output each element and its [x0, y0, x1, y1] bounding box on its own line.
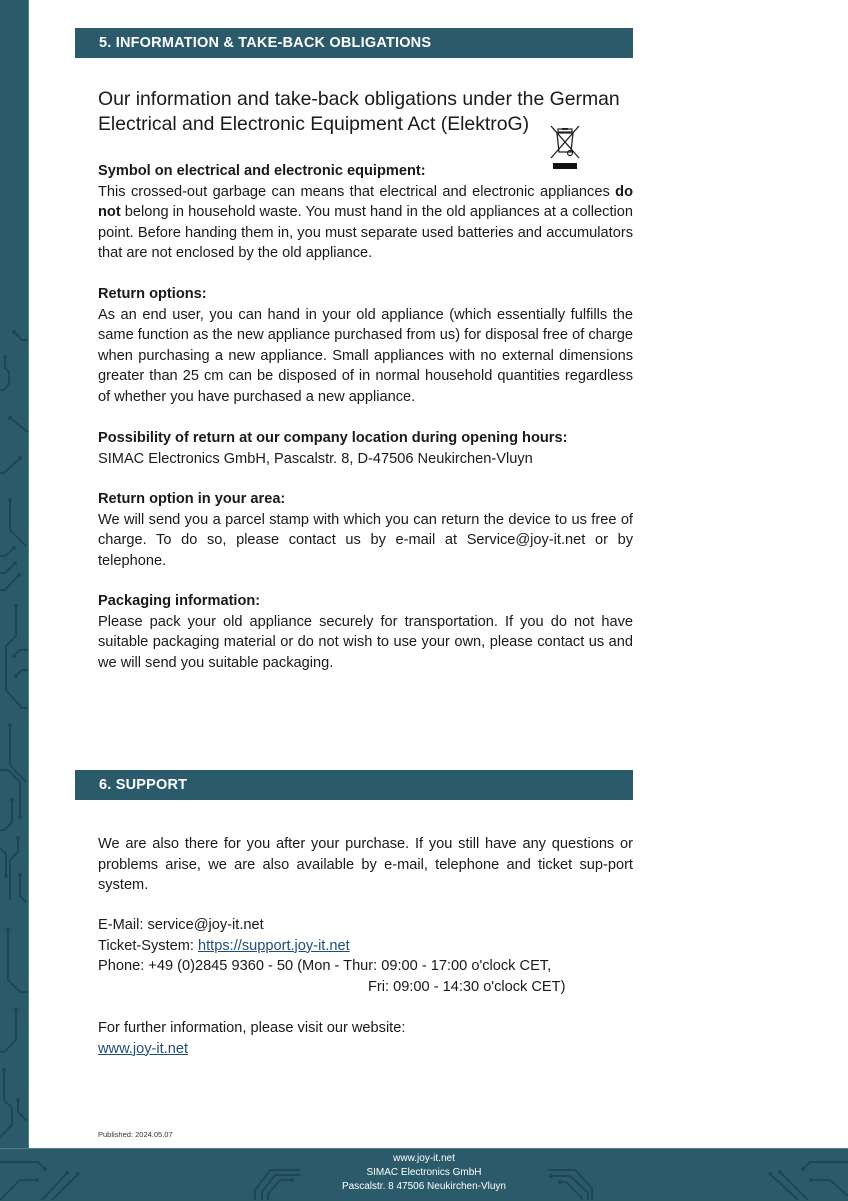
email-row — [98, 915, 633, 936]
block-text: We will send you a parcel stamp with which you can return the device to us free of charge. To do so, please contact us by e-mail at Service@joy-it.net or by telephone. — [98, 511, 633, 569]
footer-company: SIMAC Electronics GmbH — [366, 1167, 482, 1178]
ticket-label: Ticket-System: — [98, 937, 199, 954]
block-label: Possibility of return at our company location during opening hours: — [98, 430, 568, 446]
block-label: Symbol on electrical and electronic equipment: — [98, 163, 426, 179]
email-label: E-Mail: — [98, 917, 148, 933]
further-info-text: For further information, please visit our website: — [98, 1020, 406, 1036]
block-text — [98, 182, 633, 264]
block-return-options — [98, 284, 633, 408]
support-intro-text: We are also there for you after your purchase. If you still have any questions or problems arise, we are also available by e-mail, telephone and ticket sup-port system. — [98, 836, 633, 894]
email-value[interactable]: service@joy-it.net — [147, 917, 264, 933]
section-5-header: 5. INFORMATION & TAKE-BACK OBLIGATIONS — [75, 28, 633, 58]
further-info — [98, 1018, 633, 1059]
phone-hours-row: Fri: 09:00 - 14:30 o'clock CET) — [368, 978, 566, 995]
block-company-location — [98, 428, 633, 469]
footer-website: www.joy-it.net — [393, 1153, 455, 1164]
block-return-in-area — [98, 489, 633, 571]
text-segment: This crossed-out garbage can means that electrical and electronic appliances — [98, 183, 616, 200]
footer-address — [0, 1152, 848, 1194]
emphasis-text: do not — [98, 183, 633, 221]
support-contacts — [98, 915, 633, 997]
block-symbol-info — [98, 161, 633, 264]
text-segment: belong in household waste. You must hand in the old appliances at a collection point. Before handing them in, you must separate used batteries and accumulators that are not enclosed by the old appliance. — [98, 204, 633, 262]
section-6-header: 6. SUPPORT — [75, 770, 633, 800]
ticket-row — [98, 936, 633, 957]
block-label: Return options: — [98, 286, 207, 302]
published-date: Published: 2024.05.07 — [98, 1130, 173, 1139]
block-label: Packaging information: — [98, 593, 261, 609]
phone-row: Phone: +49 (0)2845 9360 - 50 (Mon - Thur: 09:00 - 17:00 o'clock CET, — [98, 958, 552, 975]
block-label: Return option in your area: — [98, 491, 286, 507]
website-link[interactable]: www.joy-it.net — [98, 1040, 189, 1057]
block-packaging-info — [98, 591, 633, 673]
footer-street: Pascalstr. 8 47506 Neukirchen-Vluyn — [342, 1181, 506, 1192]
left-decorative-sidebar — [0, 0, 29, 1200]
elektrog-intro-title: Our information and take-back obligations under the German Electrical and Electronic Equipment Act (ElektroG) — [98, 88, 620, 135]
block-text: SIMAC Electronics GmbH, Pascalstr. 8, D-47506 Neukirchen-Vluyn — [98, 450, 533, 467]
ticket-system-link[interactable]: https://support.joy-it.net — [198, 937, 350, 954]
block-text: As an end user, you can hand in your old appliance (which essentially fulfills the same function as the new appliance purchased from us) for disposal free of charge when purchasing a new appliance. Small appliances with no external dimensions greater than 25 cm can be disposed of in normal household quantities regardless of whether you have purchased a new appliance. — [98, 306, 633, 405]
block-text: Please pack your old appliance securely for transportation. If you do not have suitable packaging material or do not wish to use your own, please contact us and we will send you suitable packaging. — [98, 613, 633, 671]
